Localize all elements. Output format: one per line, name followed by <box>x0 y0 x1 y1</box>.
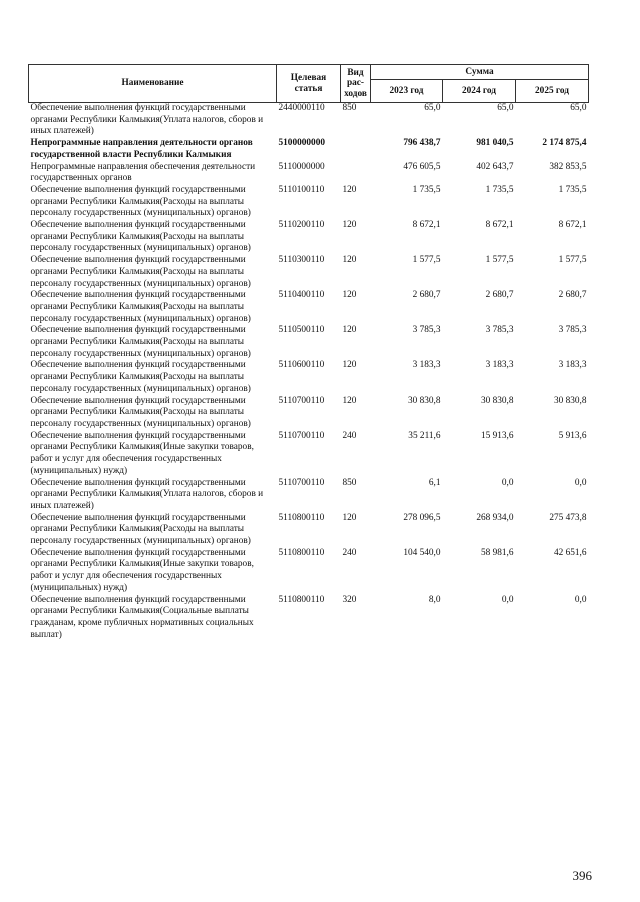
row-amount-2023-cell: 6,1 <box>428 477 441 488</box>
row-amount-2025-cell: 3 183,3 <box>558 360 587 371</box>
table-row <box>29 185 589 220</box>
header-year-2025: 2025 год <box>516 80 589 103</box>
row-amount-2025-cell: 2 680,7 <box>558 290 587 301</box>
row-amount-2024-cell: 3 183,3 <box>485 360 514 371</box>
row-name-cell: Обеспечение выполнения функций государственными органами Республики Калмыкия(Расходы на выплаты персоналу государственных (муниципальных) органов) <box>30 395 251 429</box>
table-row <box>29 513 589 548</box>
row-name-cell: Обеспечение выполнения функций государственными органами Республики Калмыкия(Иные закупки товаров, работ и услуг для обеспечения государственных (муниципальных) нужд) <box>30 547 254 593</box>
row-amount-2023-cell: 476 605,5 <box>403 161 441 172</box>
row-expense-kind-cell: 120 <box>342 512 357 523</box>
row-amount-2023-cell: 1 577,5 <box>412 255 441 266</box>
table-row <box>29 162 589 185</box>
table-row <box>29 103 589 139</box>
table-row <box>29 290 589 325</box>
row-expense-kind-cell: 120 <box>342 360 357 371</box>
table-row <box>29 360 589 395</box>
row-target-code-cell: 5110400110 <box>278 290 325 301</box>
page-number: 396 <box>572 868 592 883</box>
row-name-cell: Обеспечение выполнения функций государственными органами Республики Калмыкия(Расходы на выплаты персоналу государственных (муниципальных) органов) <box>30 290 251 324</box>
row-amount-2023-cell: 278 096,5 <box>403 512 441 523</box>
row-expense-kind-cell <box>341 162 371 185</box>
row-amount-2023-cell: 35 211,6 <box>408 430 441 441</box>
table-row <box>29 595 589 642</box>
row-amount-2025-cell: 0,0 <box>574 477 587 488</box>
row-target-code-cell: 5110600110 <box>278 360 325 371</box>
row-name-cell: Обеспечение выполнения функций государственными органами Республики Калмыкия(Расходы на выплаты персоналу государственных (муниципальных) органов) <box>30 360 251 394</box>
row-target-code-cell: 5110800110 <box>278 594 325 605</box>
table-row <box>29 255 589 290</box>
header-name: Наименование <box>29 65 277 103</box>
row-amount-2025-cell: 0,0 <box>574 594 587 605</box>
row-expense-kind-cell: 120 <box>342 184 357 195</box>
row-target-code-cell: 5110500110 <box>278 325 325 336</box>
row-amount-2024-cell: 3 785,3 <box>485 325 514 336</box>
row-amount-2023-cell: 8 672,1 <box>412 220 441 231</box>
row-name-cell: Обеспечение выполнения функций государственными органами Республики Калмыкия(Уплата налогов, сборов и иных платежей) <box>30 477 264 511</box>
row-target-code-cell: 5110800110 <box>278 547 325 558</box>
row-amount-2024-cell: 1 735,5 <box>485 184 514 195</box>
row-name-cell: Обеспечение выполнения функций государственными органами Республики Калмыкия(Расходы на выплаты персоналу государственных (муниципальных) органов) <box>30 184 251 219</box>
header-kind: Вид рас-ходов <box>341 65 371 103</box>
row-expense-kind-cell: 120 <box>342 220 357 231</box>
table-row <box>29 478 589 513</box>
row-amount-2024-cell: 268 934,0 <box>476 512 514 523</box>
header-year-2023: 2023 год <box>371 80 443 103</box>
table-row <box>29 325 589 360</box>
row-expense-kind-cell: 320 <box>342 594 357 605</box>
row-expense-kind-cell: 850 <box>342 477 357 488</box>
row-amount-2024-cell: 1 577,5 <box>485 255 514 266</box>
table-header <box>29 65 589 103</box>
budget-table <box>28 64 589 641</box>
row-name-cell: Обеспечение выполнения функций государственными органами Республики Калмыкия(Расходы на выплаты персоналу государственных (муниципальных) органов) <box>30 325 251 359</box>
row-expense-kind-cell: 120 <box>342 395 357 406</box>
table-row <box>29 396 589 431</box>
table-row <box>29 220 589 255</box>
row-expense-kind-cell: 240 <box>342 547 357 558</box>
row-amount-2024-cell: 0,0 <box>501 594 514 605</box>
row-name-cell: Непрограммные направления обеспечения деятельности государственных органов <box>30 161 256 184</box>
row-expense-kind-cell: 120 <box>342 255 357 266</box>
table-row <box>29 431 589 478</box>
row-amount-2025-cell: 65,0 <box>570 103 587 113</box>
row-target-code-cell: 2440000110 <box>278 103 325 113</box>
row-target-code-cell: 5110700110 <box>278 430 325 441</box>
row-target-code-cell: 5100000000 <box>278 138 325 149</box>
header-year-2024: 2024 год <box>443 80 516 103</box>
table-row <box>29 548 589 595</box>
header-target: Целевая статья <box>277 65 341 103</box>
row-amount-2023-cell: 8,0 <box>428 594 441 605</box>
row-amount-2024-cell: 8 672,1 <box>485 220 514 231</box>
row-amount-2023-cell: 3 785,3 <box>412 325 441 336</box>
row-amount-2025-cell: 30 830,8 <box>553 395 587 406</box>
row-amount-2024-cell: 402 643,7 <box>476 161 514 172</box>
table-row <box>29 138 589 161</box>
row-amount-2025-cell: 3 785,3 <box>558 325 587 336</box>
row-amount-2025-cell: 2 174 875,4 <box>542 138 587 149</box>
row-amount-2024-cell: 58 981,6 <box>480 547 514 558</box>
row-name-cell: Обеспечение выполнения функций государственными органами Республики Калмыкия(Иные закупки товаров, работ и услуг для обеспечения государственных (муниципальных) нужд) <box>30 430 254 476</box>
row-target-code-cell: 5110800110 <box>278 512 325 523</box>
row-amount-2024-cell: 981 040,5 <box>476 138 514 149</box>
row-amount-2025-cell: 1 735,5 <box>558 184 587 195</box>
row-target-code-cell: 5110300110 <box>278 255 325 266</box>
row-amount-2023-cell: 1 735,5 <box>412 184 441 195</box>
row-amount-2025-cell: 1 577,5 <box>558 255 587 266</box>
row-amount-2024-cell: 2 680,7 <box>485 290 514 301</box>
row-amount-2023-cell: 3 183,3 <box>412 360 441 371</box>
row-target-code-cell: 5110000000 <box>278 161 325 172</box>
row-expense-kind-cell: 120 <box>342 325 357 336</box>
row-amount-2025-cell: 5 913,6 <box>558 430 587 441</box>
row-amount-2024-cell: 30 830,8 <box>480 395 514 406</box>
row-target-code-cell: 5110100110 <box>278 184 325 195</box>
row-expense-kind-cell: 240 <box>342 430 357 441</box>
row-target-code-cell: 5110700110 <box>278 395 325 406</box>
row-amount-2025-cell: 275 473,8 <box>549 512 587 523</box>
row-expense-kind-cell <box>341 138 371 161</box>
row-amount-2023-cell: 65,0 <box>424 103 441 113</box>
row-amount-2024-cell: 15 913,6 <box>480 430 514 441</box>
row-name-cell: Обеспечение выполнения функций государственными органами Республики Калмыкия(Уплата налогов, сборов и иных платежей) <box>30 103 264 137</box>
row-amount-2023-cell: 2 680,7 <box>412 290 441 301</box>
row-name-cell: Обеспечение выполнения функций государственными органами Республики Калмыкия(Расходы на выплаты персоналу государственных (муниципальных) органов) <box>30 255 251 289</box>
row-name-cell: Непрограммные направления деятельности органов государственной власти Республики Калмыкия <box>30 138 253 160</box>
row-expense-kind-cell: 850 <box>342 103 357 113</box>
row-target-code-cell: 5110700110 <box>278 477 325 488</box>
row-name-cell: Обеспечение выполнения функций государственными органами Республики Калмыкия(Расходы на выплаты персоналу государственных (муниципальных) органов) <box>30 512 251 547</box>
row-target-code-cell: 5110200110 <box>278 220 325 231</box>
row-amount-2025-cell: 382 853,5 <box>549 161 587 172</box>
row-amount-2024-cell: 0,0 <box>501 477 514 488</box>
row-name-cell: Обеспечение выполнения функций государственными органами Республики Калмыкия(Расходы на выплаты персоналу государственных (муниципальных) органов) <box>30 220 251 254</box>
row-name-cell: Обеспечение выполнения функций государственными органами Республики Калмыкия(Социальные выплаты гражданам, кроме публичных нормативных социальных выплат) <box>30 594 254 640</box>
row-amount-2023-cell: 30 830,8 <box>407 395 441 406</box>
row-expense-kind-cell: 120 <box>342 290 357 301</box>
row-amount-2024-cell: 65,0 <box>497 103 514 113</box>
row-amount-2023-cell: 796 438,7 <box>403 138 441 149</box>
header-sum: Сумма <box>371 65 589 80</box>
row-amount-2025-cell: 42 651,6 <box>553 547 587 558</box>
table-body <box>29 103 589 642</box>
budget-sheet <box>28 64 588 641</box>
row-amount-2025-cell: 8 672,1 <box>558 220 587 231</box>
row-amount-2023-cell: 104 540,0 <box>403 547 441 558</box>
